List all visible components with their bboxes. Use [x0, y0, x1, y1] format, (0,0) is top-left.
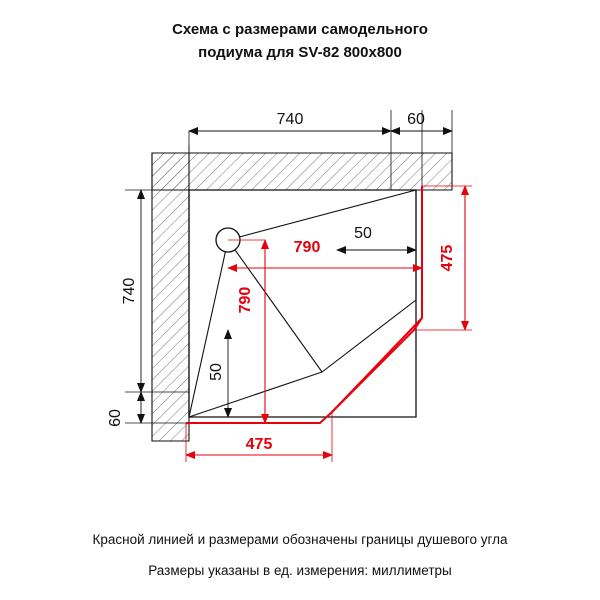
dim-label-red-475-bottom: 475 [245, 436, 273, 453]
dim-label-red-790-v: 790 [237, 286, 254, 314]
dim-left-740 [121, 190, 141, 392]
dim-label-top-60: 60 [407, 111, 425, 128]
dim-label-left-740: 740 [121, 277, 138, 305]
dim-label-left-60: 60 [107, 409, 124, 427]
dim-top-60 [391, 111, 452, 131]
podium-outline [189, 190, 416, 417]
dim-inner-50-horizontal [337, 225, 416, 250]
dim-label-red-475-right: 475 [439, 244, 456, 272]
footer-note-red-line: Красной линией и размерами обозначены границы душевого угла [92, 532, 508, 547]
shower-boundary-red [186, 186, 422, 423]
dim-inner-50-vertical [208, 330, 228, 417]
dim-left-60 [107, 392, 141, 427]
dim-red-790-horizontal [228, 239, 422, 268]
title-line-1: Схема с размерами самодельного [172, 21, 428, 38]
wall-hatching [152, 153, 452, 441]
dim-label-inner-50-h: 50 [354, 225, 372, 242]
dim-red-475-bottom [186, 412, 332, 462]
dim-label-red-790-h: 790 [293, 239, 321, 256]
dim-label-top-740: 740 [276, 111, 304, 128]
dim-label-inner-50-v: 50 [208, 363, 225, 381]
footer-note-units: Размеры указаны в ед. измерения: миллиметры [148, 563, 452, 578]
title-line-2: подиума для SV-82 800x800 [198, 44, 402, 61]
